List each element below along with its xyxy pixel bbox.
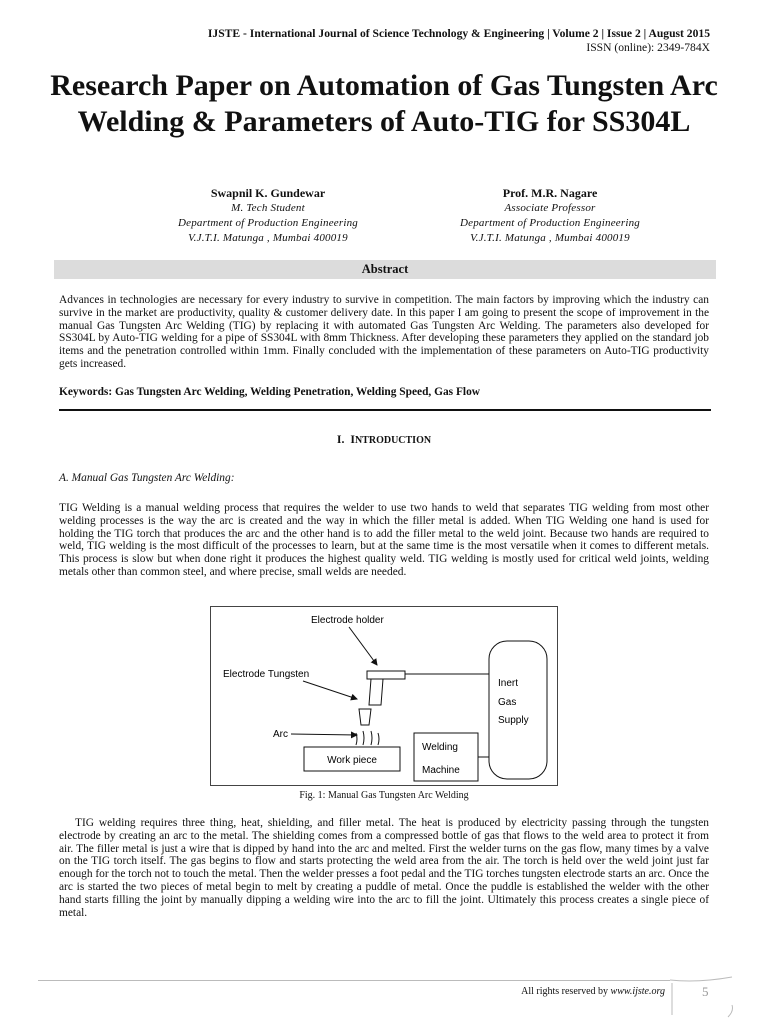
section-heading-introduction: [0, 432, 768, 447]
issn: ISSN (online): 2349-784X: [586, 41, 710, 54]
author-role: Associate Professor: [504, 202, 596, 214]
abstract-text: Advances in technologies are necessary for every industry to survive in competition. The main factors by improving which the industry can survive in the market are productivity, quality & customer delivery date. In this paper I am going to present the scope of improvement in the manual Gas Tungsten Arc Welding (TIG) by replacing it with automated Gas Tungsten Arc Welding. The parameters also developed for SS304L by Auto-TIG welding for a pipe of SS304L with 8mm Thickness. After developing these parameters they applied on the standard job items and the penetration controlled within 1mm. Finally concluded with the implementation of these parameters on Auto-TIG productivity gets increased.: [59, 294, 709, 370]
tig-diagram-svg: [211, 607, 557, 785]
section-initial: I: [350, 432, 355, 446]
author-address: V.J.T.I. Matunga , Mumbai 400019: [188, 232, 348, 244]
footer-rights-text: All rights reserved by: [521, 986, 611, 997]
label-welding: Welding: [422, 742, 458, 753]
section-numeral: I.: [336, 432, 345, 446]
author-2: [400, 186, 700, 246]
footer-divider: [38, 980, 670, 981]
label-supply: Supply: [498, 715, 529, 726]
body-paragraph-2: TIG welding requires three thing, heat, shielding, and filler metal. The heat is produced by electricity passing through the tungsten electrode by creating an arc to the metal. The shielding comes from a compressed bottle of gas that flows to the weld area to protect it from air. The filler metal is just a wire that is dipped by hand into the arc and melted. First the welder turns on the gas flow, many times by a valve on the TIG torch itself. The gas begins to flow and starts protecting the weld area from the air. The torch is held over the weld joint just far enough for the torch not to touch the metal. Then the welder presses a foot pedal and the TIG torches tungsten electrode starts an arc. Once the arc is started the two pieces of metal begin to melt by creating a puddle of metal. Once the puddle is established the welder with the other hand starts filling the joint by manually dipping a welding wire into the arc to fill the joint. Ultimately this process creates a single piece of metal.: [59, 817, 709, 919]
author-name: Swapnil K. Gundewar: [210, 186, 326, 200]
abstract-heading: Abstract: [54, 260, 716, 279]
label-gas: Gas: [498, 697, 517, 708]
author-role: M. Tech Student: [231, 202, 305, 214]
author-dept: Department of Production Engineering: [177, 217, 358, 229]
tungsten-electrode: [359, 709, 371, 725]
figure-tig-diagram: [210, 606, 558, 786]
label-inert: Inert: [498, 678, 519, 689]
journal-header: [208, 27, 710, 55]
body-paragraph-1: TIG Welding is a manual welding process that requires the welder to use two hands to weld that separates TIG welding from most other welding processes is the way the arc is created and the way in which the filler metal is added. When TIG Welding one hand is used for holding the TIG torch that produces the arc and the other hand is to add the filler metal to the weld joint. Because two hands are required to weld, TIG welding is the most difficult of the processes to learn, but at the same time is the most versatile when it comes to different metals. This process is slow but when done right it produces the highest quality weld. TIG welding is mostly used for critical weld joints, welding metals other than common steel, and where precise, small welds are needed.: [59, 502, 709, 578]
label-machine: Machine: [422, 765, 460, 776]
arrow-electrode-tungsten: [303, 681, 357, 699]
footer-site-link[interactable]: www.ijste.org: [610, 986, 665, 997]
section-title-rest: NTRODUCTION: [354, 435, 432, 446]
torch-body: [369, 679, 383, 705]
paper-title: Research Paper on Automation of Gas Tungsten Arc Welding & Parameters of Auto-TIG for SS304L: [50, 69, 718, 138]
section-divider: [59, 409, 711, 411]
author-1: [118, 186, 418, 246]
journal-name: IJSTE - International Journal of Science Technology & Engineering | Volume 2 | Issue 2 | August 2015: [207, 27, 710, 40]
keywords: Keywords: Gas Tungsten Arc Welding, Welding Penetration, Welding Speed, Gas Flow: [59, 386, 480, 398]
arrow-arc: [291, 734, 357, 735]
gas-cylinder: [489, 641, 547, 779]
subsection-heading: A. Manual Gas Tungsten Arc Welding:: [59, 472, 235, 484]
label-work-piece: Work piece: [327, 755, 377, 766]
arrow-electrode-holder: [349, 627, 377, 665]
figure-caption: Fig. 1: Manual Gas Tungsten Arc Welding: [299, 790, 469, 801]
label-electrode-holder: Electrode holder: [311, 615, 384, 626]
label-arc: Arc: [273, 729, 288, 740]
author-name: Prof. M.R. Nagare: [502, 186, 598, 200]
author-dept: Department of Production Engineering: [459, 217, 640, 229]
arc-lines: [356, 731, 379, 745]
page-number: 5: [702, 984, 709, 999]
label-electrode-tungsten: Electrode Tungsten: [223, 669, 310, 680]
author-address: V.J.T.I. Matunga , Mumbai 400019: [470, 232, 630, 244]
torch-holder: [367, 671, 405, 679]
footer-rights: [521, 986, 665, 997]
